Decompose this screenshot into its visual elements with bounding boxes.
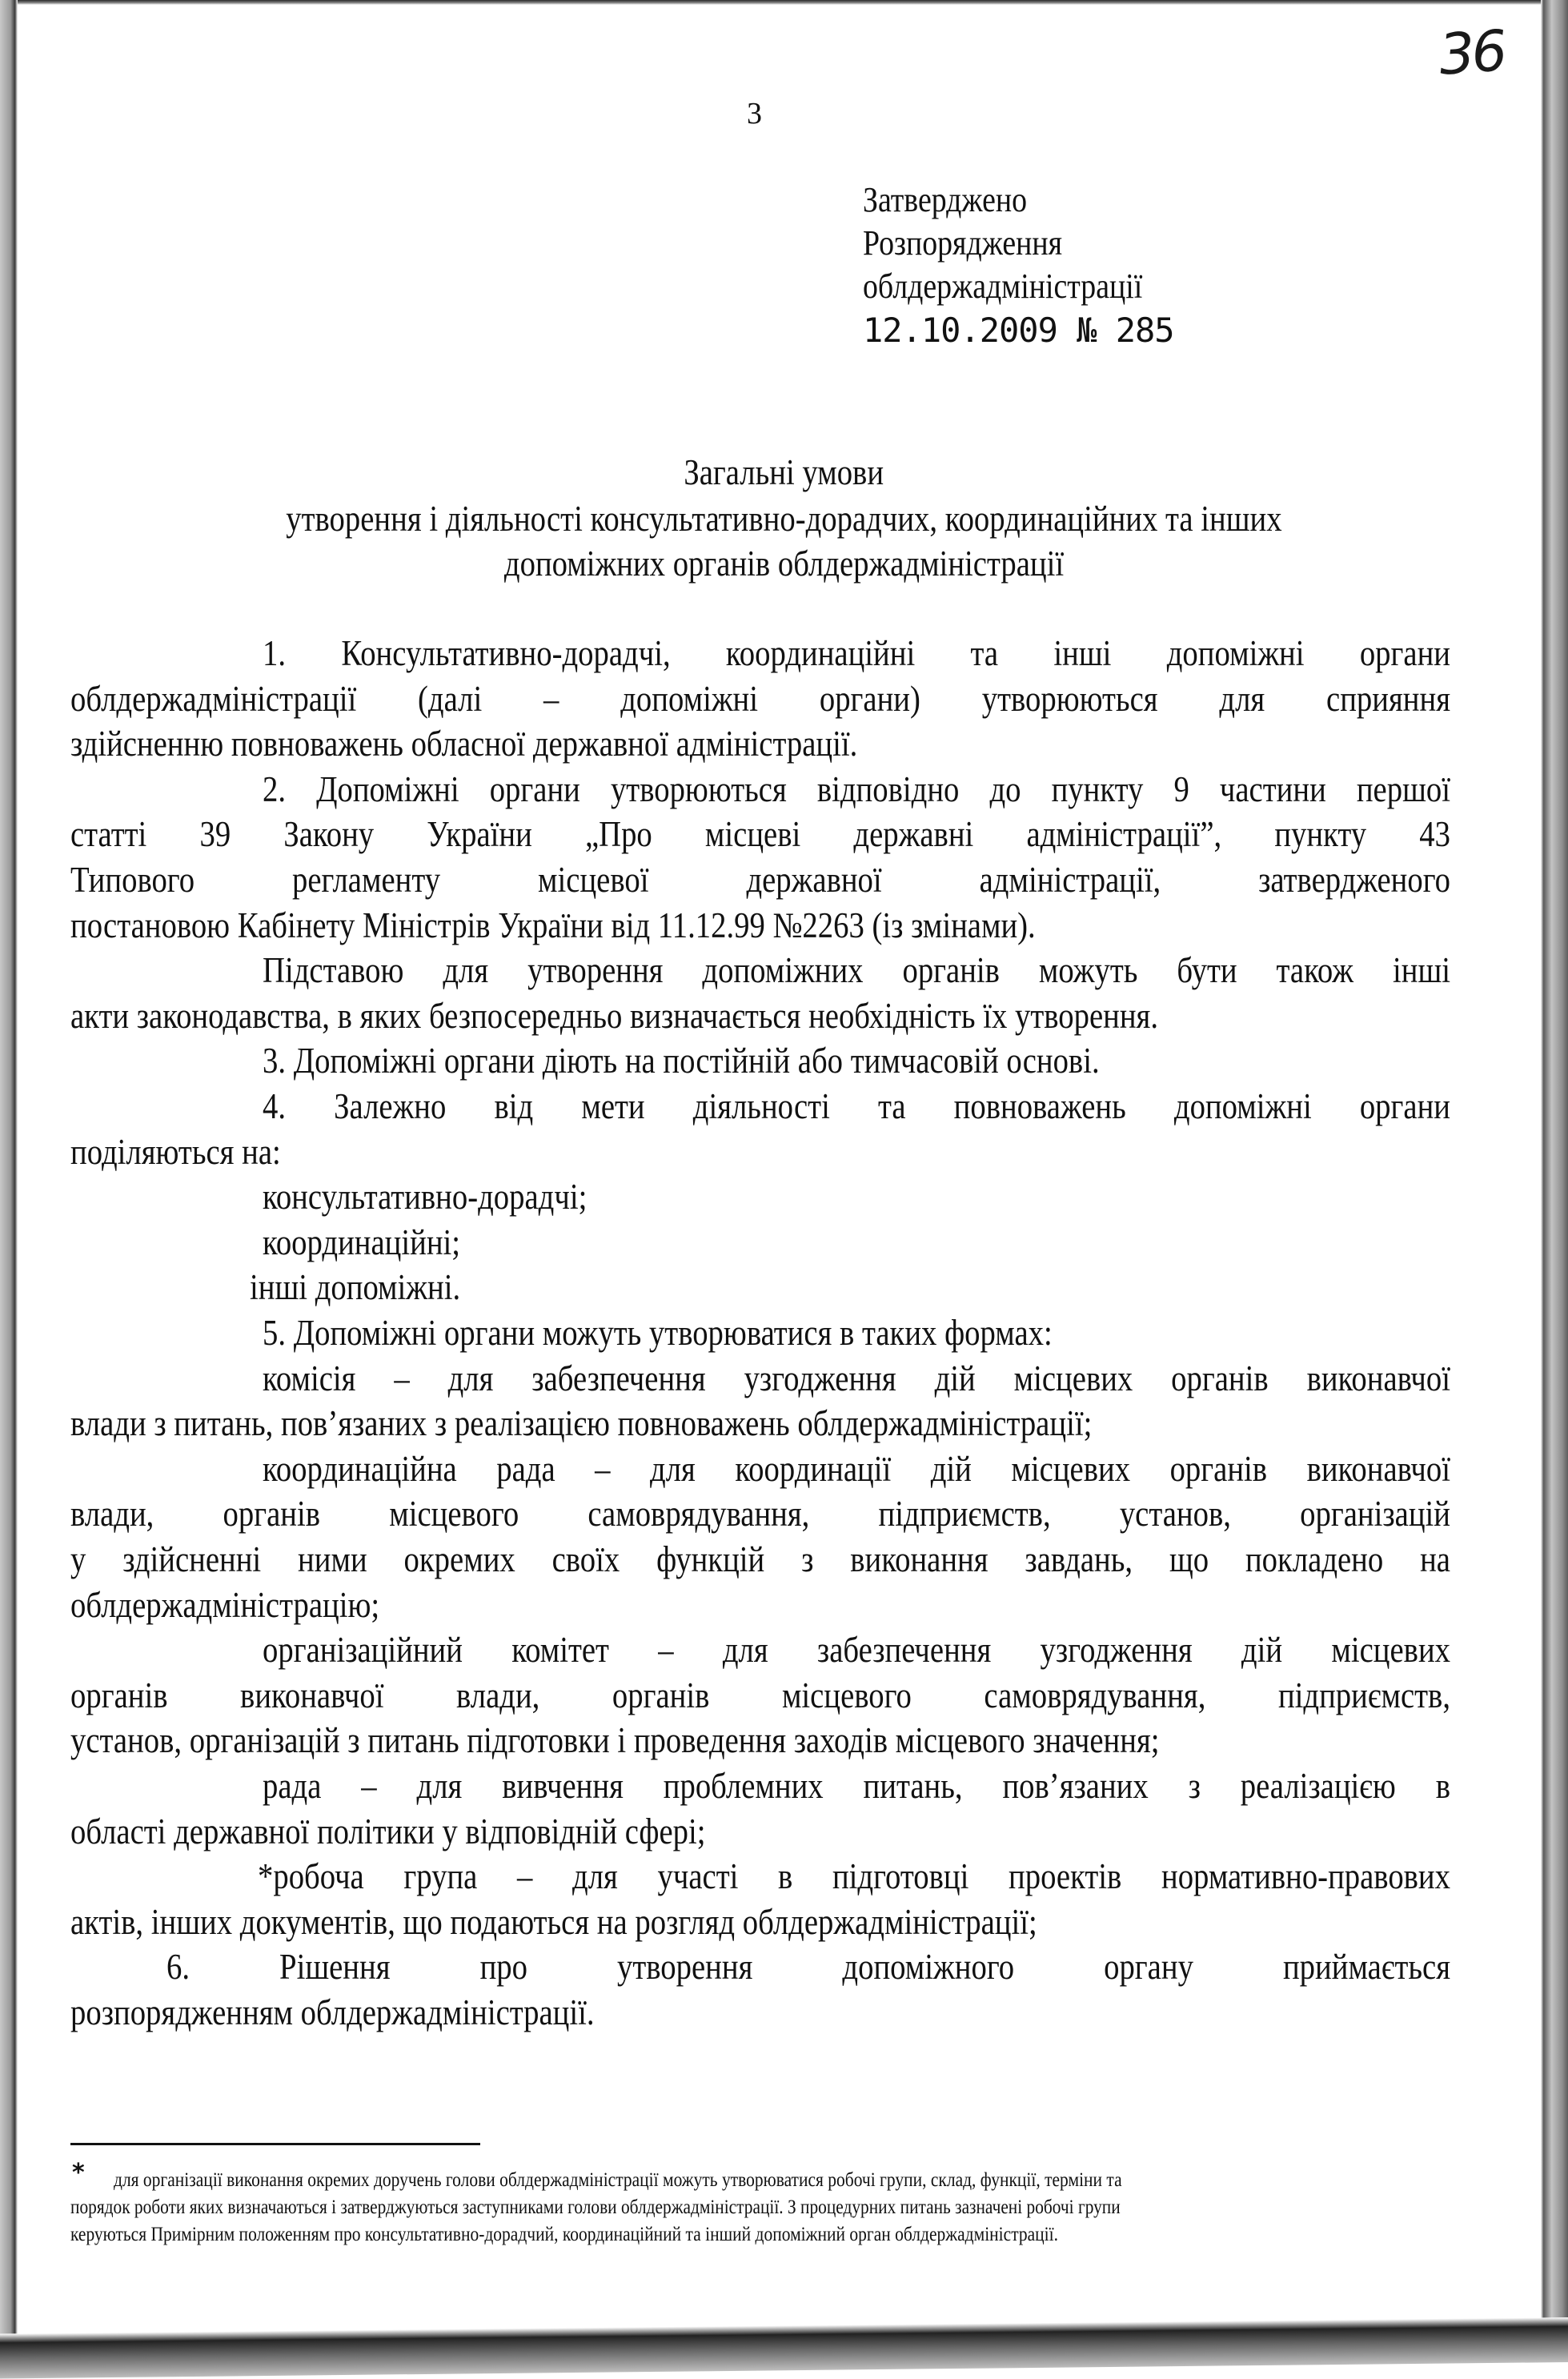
line-text: влади, органів місцевого самоврядування, підприємств, установ, організацій (70, 1494, 1451, 1535)
handwritten-sheet-number: 36 (1437, 18, 1506, 88)
line-text: інші допоміжні. (250, 1267, 461, 1308)
scan-border-bottom (0, 2317, 1568, 2379)
line-text: розпорядженням облдержадміністрації. (70, 1992, 595, 2032)
paragraph-1-line (70, 724, 985, 764)
line-text: 2. Допоміжні органи утворюються відповідно до пункту 9 частини першої (263, 768, 1450, 809)
paragraph-6-line (70, 1993, 680, 2033)
title-line-2 (0, 499, 1568, 540)
line-text: 6. Рішення про утворення допоміжного органу приймається (166, 1947, 1450, 1988)
approval-line-order: Розпорядження (863, 223, 1063, 263)
paragraph-5-form-line (70, 1540, 1568, 1580)
footnote-marker: * (72, 2159, 85, 2187)
paragraph-5-form-line (70, 1494, 1568, 1535)
approval-line-administration: облдержадміністрації (863, 267, 1143, 306)
title-text-3: допоміжних органів облдержадміністрації (503, 544, 1065, 584)
line-text: 5. Допоміжні органи можуть утворюватися в таких формах: (263, 1313, 1053, 1353)
footnote-separator (70, 2143, 480, 2145)
page-number: 3 (747, 97, 762, 130)
title-text-2: утворення і діяльності консультативно-дорадчих, координаційних та інших (286, 499, 1282, 539)
line-text: акти законодавства, в яких безпосередньо визначається необхідність їх утворення. (70, 995, 1159, 1036)
line-text: влади з питань, пов’язаних з реалізацією повноважень облдержадміністрації; (70, 1403, 1093, 1444)
title-line-3 (0, 544, 1568, 584)
line-text: Типового регламенту місцевої державної адміністрації, затвердженого (70, 860, 1451, 900)
line-text: органів виконавчої влади, органів місцевого самоврядування, підприємств, (70, 1675, 1451, 1715)
paragraph-5-form-line (263, 1767, 1568, 1807)
approval-date-number-stamp: 12.10.2009 № 285 (863, 311, 1174, 350)
paragraph-4-line (263, 1087, 1568, 1127)
paragraph-5-form-line (70, 1903, 1194, 1943)
paragraph-5-line (263, 1314, 1181, 1354)
line-text: постановою Кабінету Міністрів України від 11.12.99 №2263 (із змінами). (70, 905, 1036, 945)
paragraph-2-basis-line (263, 951, 1568, 991)
paragraph-1-line (263, 634, 1568, 674)
paragraph-2-basis-line (70, 997, 1335, 1037)
line-text: організаційний комітет – для забезпечення узгодження дій місцевих (263, 1630, 1451, 1671)
line-text: статті 39 Закону України „Про місцеві державні адміністрації”, пункту 43 (70, 814, 1450, 855)
paragraph-5-form-line (263, 1359, 1568, 1399)
footnote-line-1: для організації виконання окремих доручень голови облдержадміністрації можуть утворюватися робочі групи, склад, функції, терміни та (114, 2169, 1122, 2191)
paragraph-2-line (70, 861, 1568, 901)
paragraph-2-line (263, 770, 1568, 810)
paragraph-5-form-line (258, 1857, 1568, 1897)
line-text: облдержадміністрацію; (70, 1584, 380, 1625)
paragraph-6-line (166, 1948, 1568, 1988)
paragraph-4-item-line (250, 1268, 495, 1308)
line-text: установ, організацій з питань підготовки і проведення заходів місцевого значення; (70, 1720, 1160, 1761)
approval-line-approved: Затверджено (863, 180, 1028, 219)
paragraph-5-form-line (70, 1404, 1258, 1444)
line-text: рада – для вивчення проблемних питань, пов’язаних з реалізацією в (263, 1766, 1451, 1806)
line-text: консультативно-дорадчі; (263, 1177, 587, 1218)
line-text: 1. Консультативно-дорадчі, координаційні та інші допоміжні органи (263, 633, 1450, 673)
footnote-line-3: керуються Примірним положенням про консультативно-дорадчий, координаційний та інший допоміжний орган облдержадміністрації. (70, 2224, 1058, 2245)
line-text: актів, інших документів, що подаються на розгляд облдержадміністрації; (70, 1901, 1037, 1942)
paragraph-1-line (70, 680, 1568, 720)
line-text: Підставою для утворення допоміжних органів можуть бути також інші (263, 950, 1450, 991)
line-text: *робоча група – для участі в підготовці проектів нормативно-правових (258, 1856, 1451, 1897)
line-text: комісія – для забезпечення узгодження дій місцевих органів виконавчої (263, 1358, 1450, 1398)
paragraph-5-form-line (70, 1586, 430, 1626)
paragraph-4-line (70, 1133, 315, 1173)
paragraph-5-form-line (263, 1450, 1568, 1490)
paragraph-5-form-line (70, 1812, 809, 1852)
line-text: у здійсненні ними окремих своїх функцій з виконання завдань, що покладено на (70, 1539, 1450, 1579)
paragraph-4-item-line (263, 1177, 640, 1218)
scan-border-left (0, 0, 18, 2362)
paragraph-5-form-line (263, 1631, 1568, 1671)
line-text: 3. Допоміжні органи діють на постійній або тимчасовій основі. (263, 1041, 1100, 1081)
scan-border-right (1541, 0, 1568, 2362)
paragraph-2-line (70, 906, 1193, 946)
line-text: поділяються на: (70, 1131, 281, 1172)
line-text: координаційні; (263, 1222, 461, 1262)
line-text: координаційна рада – для координації дій місцевих органів виконавчої (263, 1448, 1450, 1489)
paragraph-5-form-line (70, 1676, 1568, 1716)
paragraph-3-line (263, 1041, 1236, 1081)
paragraph-2-line (70, 815, 1568, 855)
title-text-1: Загальні умови (684, 452, 884, 492)
line-text: облдержадміністрації (далі – допоміжні органи) утворюються для сприяння (70, 678, 1451, 719)
line-text: здійсненню повноважень обласної державної адміністрації. (70, 724, 858, 764)
footnote-line-2: порядок роботи яких визначаються і затверджуються заступниками голови облдержадміністрації. З процедурних питань зазначені робочі групи (70, 2196, 1121, 2218)
paragraph-4-item-line (263, 1223, 492, 1263)
title-line-1 (0, 453, 1568, 493)
paragraph-5-form-line (70, 1721, 1337, 1761)
scan-border-top (0, 0, 1568, 5)
line-text: 4. Залежно від мети діяльності та повноважень допоміжні органи (263, 1086, 1450, 1126)
line-text: області державної політики у відповідній сфері; (70, 1811, 706, 1851)
